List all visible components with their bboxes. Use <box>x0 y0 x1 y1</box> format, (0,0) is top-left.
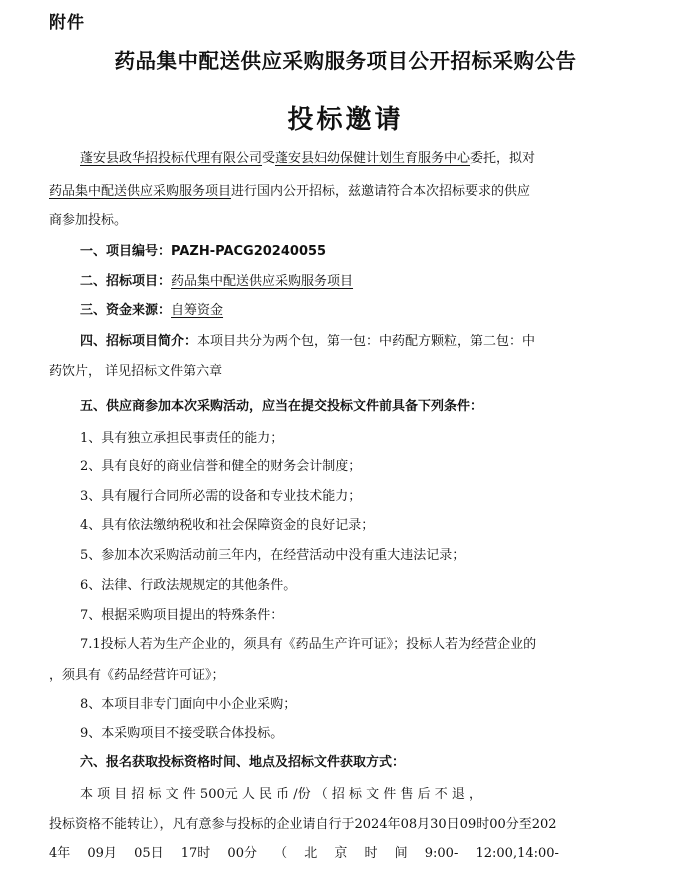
condition-item: 3、具有履行合同所必需的设备和专业技术能力； <box>80 489 362 504</box>
condition-item-8: 8、本项目非专门面向中小企业采购； <box>80 697 297 712</box>
registration-line-3: 4年 09月 05日 17时 00分 （ 北 京 时 间 9:00- 12:00,14:00- <box>49 846 559 861</box>
condition-item: 2、具有良好的商业信誉和健全的财务会计制度； <box>80 459 362 474</box>
page-title: 药品集中配送供应采购服务项目公开招标采购公告 <box>114 49 577 73</box>
page-subtitle: 投标邀请 <box>287 105 404 135</box>
section-fund-source <box>80 300 639 322</box>
project-summary-label: 四、招标项目简介： <box>80 334 198 349</box>
attachment-label: 附件 <box>49 13 85 33</box>
fund-source-label: 三、资金来源： <box>80 303 172 318</box>
intro-line-3: 商参加投标。 <box>49 213 128 228</box>
project-summary-line-2: 药饮片， 详见招标文件第六章 <box>49 364 223 379</box>
tender-project-value: 药品集中配送供应采购服务项目 <box>171 274 354 289</box>
client-name: 蓬安县妇幼保健计划生育服务中心 <box>275 151 471 166</box>
condition-item: 4、具有依法缴纳税收和社会保障资金的良好记录； <box>80 518 375 533</box>
tender-project-label: 二、招标项目： <box>80 274 172 289</box>
condition-item-7-1: 7.1投标人若为生产企业的，须具有《药品生产许可证》；投标人若为经营企业的 <box>80 637 537 652</box>
project-number-value: PAZH-PACG20240055 <box>171 244 327 259</box>
project-number-label: 一、项目编号： <box>80 244 172 259</box>
section-supplier-conditions-heading: 五、供应商参加本次采购活动，应当在提交投标文件前具备下列条件： <box>80 399 484 414</box>
condition-item: 5、参加本次采购活动前三年内，在经营活动中没有重大违法记录； <box>80 548 466 563</box>
condition-item-9: 9、本采购项目不接受联合体投标。 <box>80 726 284 741</box>
condition-item: 6、法律、行政法规规定的其他条件。 <box>80 578 297 593</box>
section-tender-project <box>80 271 639 293</box>
fund-source-value: 自筹资金 <box>171 303 224 318</box>
registration-line-1: 本 项 目 招 标 文 件 500元 人 民 币 /份 （ 招 标 文 件 售 后 不 退 ， <box>80 787 482 802</box>
commission-prefix: 受 <box>262 151 276 166</box>
intro-line-1 <box>80 148 639 170</box>
agency-name: 蓬安县政华招投标代理有限公司 <box>80 151 263 166</box>
condition-item: 1、具有独立承担民事责任的能力； <box>80 431 284 446</box>
section-registration-heading: 六、报名获取投标资格时间、地点及招标文件获取方式： <box>80 755 406 770</box>
condition-item: 7、根据采购项目提出的特殊条件： <box>80 608 284 623</box>
condition-item-7-1-continued: ，须具有《药品经营许可证》； <box>49 668 225 683</box>
intro-line-2 <box>49 181 639 203</box>
section-project-number <box>80 241 639 263</box>
project-name: 药品集中配送供应采购服务项目 <box>49 184 232 199</box>
registration-line-2: 投标资格不能转让），凡有意参与投标的企业请自行于2024年08月30日09时00分至202 <box>49 817 557 832</box>
intro-continuation: 进行国内公开招标，兹邀请符合本次招标要求的供应 <box>231 184 531 199</box>
commission-suffix: 委托，拟对 <box>470 151 536 166</box>
project-summary-text: 本项目共分为两个包，第一包：中药配方颗粒，第二包：中 <box>197 334 536 349</box>
section-project-summary <box>80 331 639 353</box>
